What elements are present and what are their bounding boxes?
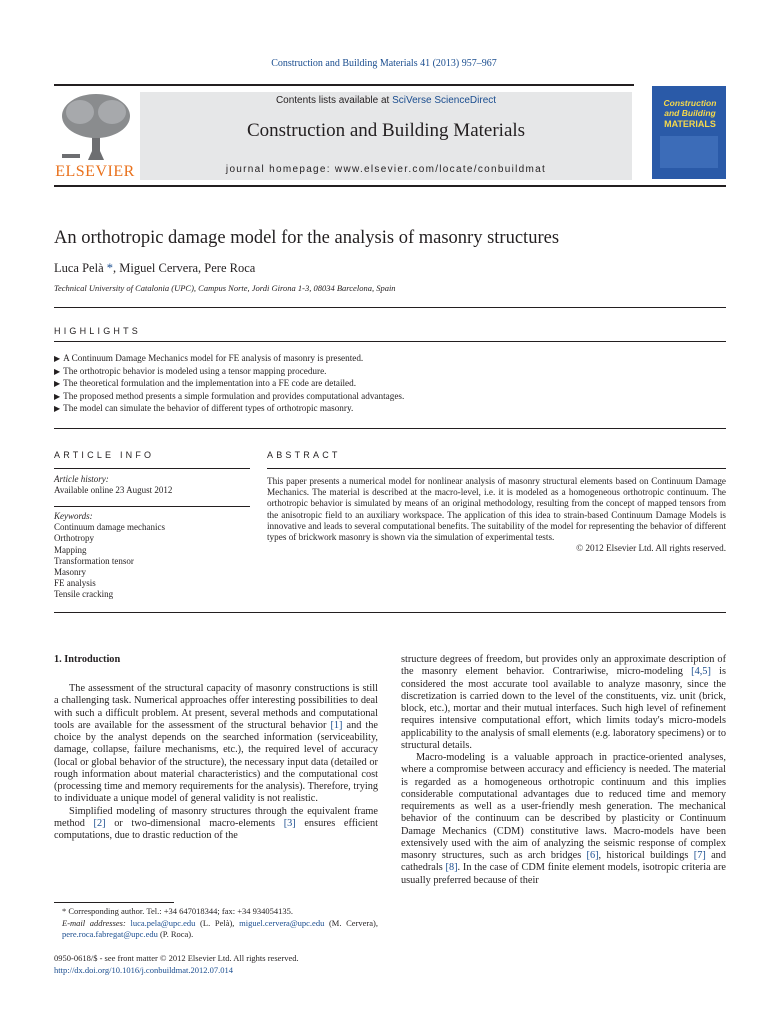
- divider: [54, 468, 250, 469]
- body-paragraph: Macro-modeling is a valuable approach in practice-oriented analyses, where a compromise between accuracy and efficiency is needed. The material is regarded as a homogeneous orthotropic continuum and this implies considerable computational advantages due to reduced time and memory requirements as well as a user-friendly mesh generation. The mechanical behavior of the continuum can be described by plasticity or Continuum Damage Mechanics (CDM) constitutive laws. Macro-models have been extensively used with the aim of analyzing the seismic response of complex masonry structures, such as arch bridges [6], historical buildings [7] and cathedrals [8]. In the case of CDM finite element models, isotropic criteria are usually preferred because of their: [401, 752, 726, 886]
- cover-panel: [660, 136, 718, 168]
- abstract-paragraph: This paper presents a numerical model for nonlinear analysis of masonry structural elements based on Continuum Damage Mechanics. The material is described at the macro-level, i.e. it is modeled as a homogeneous orthotropic continuum. The orthotropic behavior is simulated by means of an original methodology, resulting from the concept of mapped tensors from the anisotropic field to an auxiliary workspace. The application of this idea to strain-based Continuum Damage Models is innovative and leads to several computational benefits. The suitability of the model for representing the behavior of different types of brickwork masonry is shown via the simulation of experimental tests.: [267, 476, 726, 543]
- journal-title: Construction and Building Materials: [246, 120, 526, 141]
- journal-cover-image: [652, 86, 726, 179]
- journal-homepage[interactable]: journal homepage: www.elsevier.com/locate/conbuildmat: [225, 164, 547, 175]
- triangle-bullet-icon: ▶: [54, 367, 61, 376]
- body-paragraph: Simplified modeling of masonry structures through the equivalent frame method [2] or two-dimensional macro-elements [3] ensures efficient computations, due to drastic reduction of the: [54, 805, 378, 841]
- article-info-heading: ARTICLE INFO: [54, 450, 155, 460]
- history-label: Article history:: [54, 474, 109, 484]
- divider: [54, 341, 726, 342]
- keyword: Masonry: [54, 567, 86, 578]
- corresponding-author-note: * Corresponding author. Tel.: +34 647018344; fax: +34 934054135.: [62, 906, 293, 916]
- email-link[interactable]: luca.pela@upc.edu: [130, 917, 196, 928]
- keyword: Continuum damage mechanics: [54, 522, 165, 533]
- article-title: An orthotropic damage model for the analysis of masonry structures: [54, 228, 560, 248]
- keyword: Transformation tensor: [54, 555, 134, 566]
- authors-rest: , Miguel Cervera, Pere Roca: [113, 261, 256, 275]
- journal-citation[interactable]: Construction and Building Materials 41 (2013) 957–967: [271, 58, 497, 69]
- citation-link[interactable]: [1]: [330, 719, 343, 731]
- citation-link[interactable]: [3]: [283, 817, 296, 829]
- divider: [54, 612, 726, 613]
- highlight-item: ▶ The proposed method presents a simple formulation and provides computational advantages.: [54, 391, 405, 401]
- body-paragraph: structure degrees of freedom, but provides only an approximate description of the masonry element behavior. Contrariwise, micro-modeling [4,5] is considered the most accurate tool available to analyze masonry, since the discretization is carried down to the level of the constituents, viz. unit (brick, block, etc.), mortar and their mutual interfaces. Such high level of refinement requires intensive computational effort, which limits today's micro-models applicability to the analysis of small elements (e.g. laboratory specimens) or to structural details.: [401, 654, 726, 751]
- issn-line: 0950-0618/$ - see front matter © 2012 Elsevier Ltd. All rights reserved.: [54, 953, 299, 963]
- article-history: [54, 474, 250, 496]
- citation-link[interactable]: [7]: [693, 850, 706, 861]
- author-list: [54, 261, 255, 276]
- email-addresses: E-mail addresses: luca.pela@upc.edu (L. Pelà), miguel.cervera@upc.edu (M. Cervera), pere.roca.fabregat@upc.edu (P. Roca).: [62, 917, 378, 939]
- divider: [54, 506, 250, 507]
- sciencedirect-link[interactable]: SciVerse ScienceDirect: [392, 95, 497, 106]
- contents-line: [140, 95, 632, 106]
- keywords-block: [54, 511, 250, 601]
- header-top-rule: [54, 84, 634, 86]
- triangle-bullet-icon: ▶: [54, 354, 61, 363]
- right-column: [401, 654, 726, 887]
- footnotes: [54, 906, 378, 941]
- keyword: FE analysis: [54, 578, 96, 589]
- keyword: Tensile cracking: [54, 589, 114, 600]
- footnote-rule: [54, 902, 174, 903]
- body-paragraph: The assessment of the structural capacity of masonry constructions is still a challenging task. Numerical approaches offer interesting possibilities to deal with such a difficult problem. At present, several methods and computational tools are available for the assessment of the structural behavior [1] and the choice by the analyst depends on the searched information (serviceability, damage, collapse, failure mechanisms, etc.), the required level of accuracy (local or global behavior of the structure), the necessary input data (detailed or rough information about material characteristics) and the computational cost (processing time and memory requirements for the analysis). Therefore, trying to individuate a unique model of general validity is not realistic.: [54, 683, 378, 805]
- contents-prefix: Contents lists available at: [275, 95, 393, 106]
- section-heading-introduction: 1. Introduction: [54, 654, 121, 665]
- divider: [267, 468, 726, 469]
- highlight-item: ▶ A Continuum Damage Mechanics model for FE analysis of masonry is presented.: [54, 353, 364, 363]
- elsevier-tree-logo: [58, 92, 134, 162]
- citation-link[interactable]: [2]: [93, 817, 106, 829]
- triangle-bullet-icon: ▶: [54, 404, 61, 413]
- divider: [54, 428, 726, 429]
- affiliation: Technical University of Catalonia (UPC), Campus Norte, Jordi Girona 1-3, 08034 Barcelona, Spain: [54, 283, 396, 293]
- keywords-label: Keywords:: [54, 511, 93, 521]
- highlight-item: ▶ The orthotropic behavior is modeled using a tensor mapping procedure.: [54, 366, 327, 376]
- header-bottom-rule: [54, 185, 726, 187]
- cover-materials: MATERIALS: [664, 119, 716, 129]
- author-1: Luca Pelà: [54, 261, 104, 275]
- abstract-heading: ABSTRACT: [267, 450, 341, 460]
- keyword: Orthotropy: [54, 533, 94, 544]
- citation-link[interactable]: [4,5]: [691, 666, 711, 678]
- citation-link[interactable]: [6]: [586, 850, 599, 861]
- divider: [54, 307, 726, 308]
- highlights-heading: HIGHLIGHTS: [54, 326, 142, 336]
- cover-title: Construction and Building: [663, 98, 717, 118]
- keyword: Mapping: [54, 544, 87, 555]
- highlight-item: ▶ The model can simulate the behavior of different types of orthotropic masonry.: [54, 403, 354, 413]
- abstract-body: [267, 476, 726, 554]
- front-matter: [54, 953, 378, 976]
- left-column: [54, 683, 378, 842]
- doi-link[interactable]: http://dx.doi.org/10.1016/j.conbuildmat.2012.07.014: [54, 964, 234, 975]
- highlight-item: ▶ The theoretical formulation and the implementation into a FE code are detailed.: [54, 378, 357, 388]
- abstract-copyright: © 2012 Elsevier Ltd. All rights reserved.: [576, 543, 726, 554]
- triangle-bullet-icon: ▶: [54, 392, 61, 401]
- email-link[interactable]: miguel.cervera@upc.edu: [239, 917, 325, 928]
- triangle-bullet-icon: ▶: [54, 379, 61, 388]
- history-value: Available online 23 August 2012: [54, 485, 173, 496]
- corresponding-mark[interactable]: *: [106, 261, 114, 275]
- email-link[interactable]: pere.roca.fabregat@upc.edu: [62, 929, 158, 939]
- citation-link[interactable]: [8]: [445, 862, 458, 874]
- elsevier-wordmark: ELSEVIER: [55, 163, 135, 180]
